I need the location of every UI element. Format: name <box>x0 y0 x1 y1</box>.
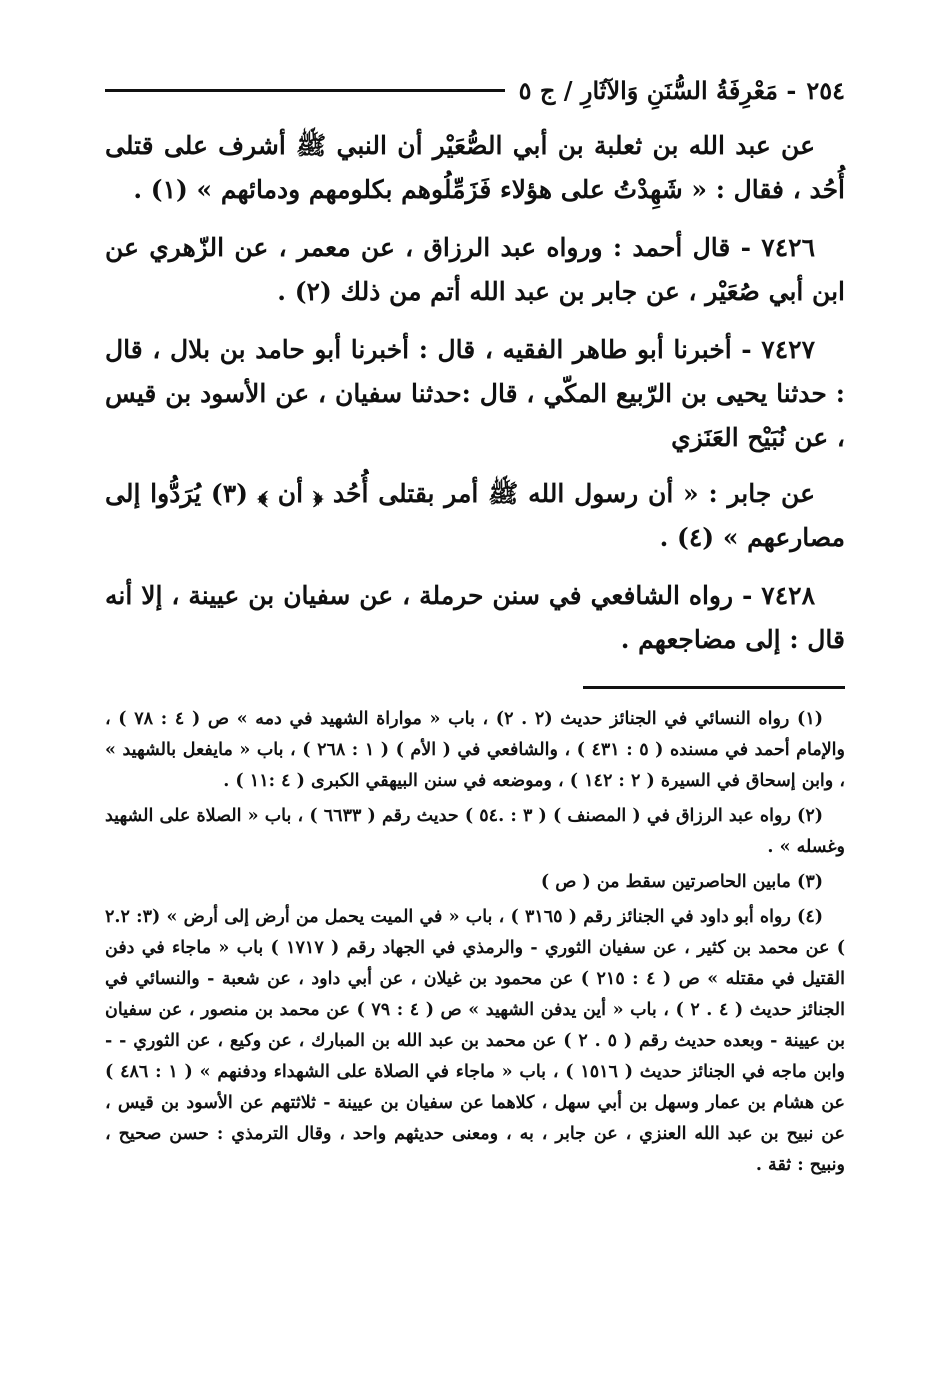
footnote: (٢) رواه عبد الرزاق في ( المصنف ) ( ٣ : .٥٤ ) حديث رقم ( ٦٦٣٣ ) ، باب « الصلاة على الشهيد وغسله » . <box>105 806 845 857</box>
header-rule <box>105 89 505 92</box>
footnotes <box>105 704 845 1185</box>
book-title: - مَعْرِفَةُ السُّنَنِ وَالآثَارِ / ج ٥ <box>518 75 797 105</box>
footnote: (٣) مابين الحاصرتين سقط من ( ص ) <box>540 872 823 892</box>
main-text <box>105 124 845 676</box>
page-number: ٢٥٤ <box>806 75 845 105</box>
paragraph: ٧٤٢٧ - أخبرنا أبو طاهر الفقيه ، قال : أخبرنا أبو حامد بن بلال ، قال : حدثنا يحيى بن الرّبيع المكّي ، قال :حدثنا سفيان ، عن الأسود بن قيس ، عن نُبَيْح العَنَزي <box>105 335 845 452</box>
paragraph: عن جابر : « أن رسول الله ﷺ أمر بقتلى أُحُد ﴿ أن ﴾ (٣) يُرَدُّوا إلى مصارعهم » (٤) . <box>105 479 845 552</box>
footnote: (٤) رواه أبو داود في الجنائز رقم ( ٣١٦٥ ) ، باب « في الميت يحمل من أرض إلى أرض » (٣: ٢.٢ ) عن محمد بن كثير ، عن سفيان الثوري - والرمذي في الجهاد رقم ( ١٧١٧ ) باب « ماجاء في دفن القتيل في مقتله » ص ( ٤ : ٢١٥ ) عن محمود بن غيلان ، عن أبي داود ، عن شعبة - والنسائي في الجنائز حديث ( ٤ . ٢ ) ، باب « أين يدفن الشهيد » ص ( ٤ : ٧٩ ) عن محمد بن منصور ، عن سفيان بن عيينة - وبعده حديث رقم ( ٥ . ٢ ) عن محمد بن عبد الله بن المبارك ، عن وكيع ، عن الثوري - - وابن ماجه في الجنائز حديث ( ١٥١٦ ) ، باب « ماجاء في الصلاة على الشهداء ودفنهم » ( ١ : ٤٨٦ ) عن هشام بن عمار وسهل بن أبي سهل ، كلاهما عن سفيان بن عيينة - ثلاثتهم عن الأسود بن قيس ، عن نبيح بن عبد الله العنزي ، عن جابر ، به ، ومعنى حديثهم واحد ، وقال الترمذي : حسن صحيح ، ونبيح : ثقة . <box>105 907 846 1175</box>
footnote: (١) رواه النسائي في الجنائز حديث (٢ . ٢) ، باب « مواراة الشهيد في دمه » ص ( ٤ : ٧٨ ) ، والإمام أحمد في مسنده ( ٥ : ٤٣١ ) ، والشافعي في ( الأم ) ( ١ : ٢٦٨ ) ، باب « مايفعل بالشهيد » ، وابن إسحاق في السيرة ( ٢ : ١٤٢ ) ، وموضعه في سنن البيهقي الكبرى ( ٤ :١١ ) . <box>105 709 845 791</box>
paragraph: ٧٤٢٦ - قال أحمد : ورواه عبد الرزاق ، عن معمر ، عن الزّهري عن ابن أبي صُعَيْر ، عن جابر بن عبد الله أتم من ذلك (٢) . <box>105 233 845 306</box>
paragraph: ٧٤٢٨ - رواه الشافعي في سنن حرملة ، عن سفيان بن عيينة ، إلا أنه قال : إلى مضاجعهم . <box>105 581 845 654</box>
paragraph: عن عبد الله بن ثعلبة بن أبي الصُّعَيْر أن النبي ﷺ أشرف على قتلى أُحُد ، فقال : « شَهِدْتُ على هؤلاء فَزَمِّلُوهم بكلومهم ودمائهم » (١) . <box>105 131 845 204</box>
footnote-separator <box>583 686 845 689</box>
running-header <box>105 70 845 110</box>
